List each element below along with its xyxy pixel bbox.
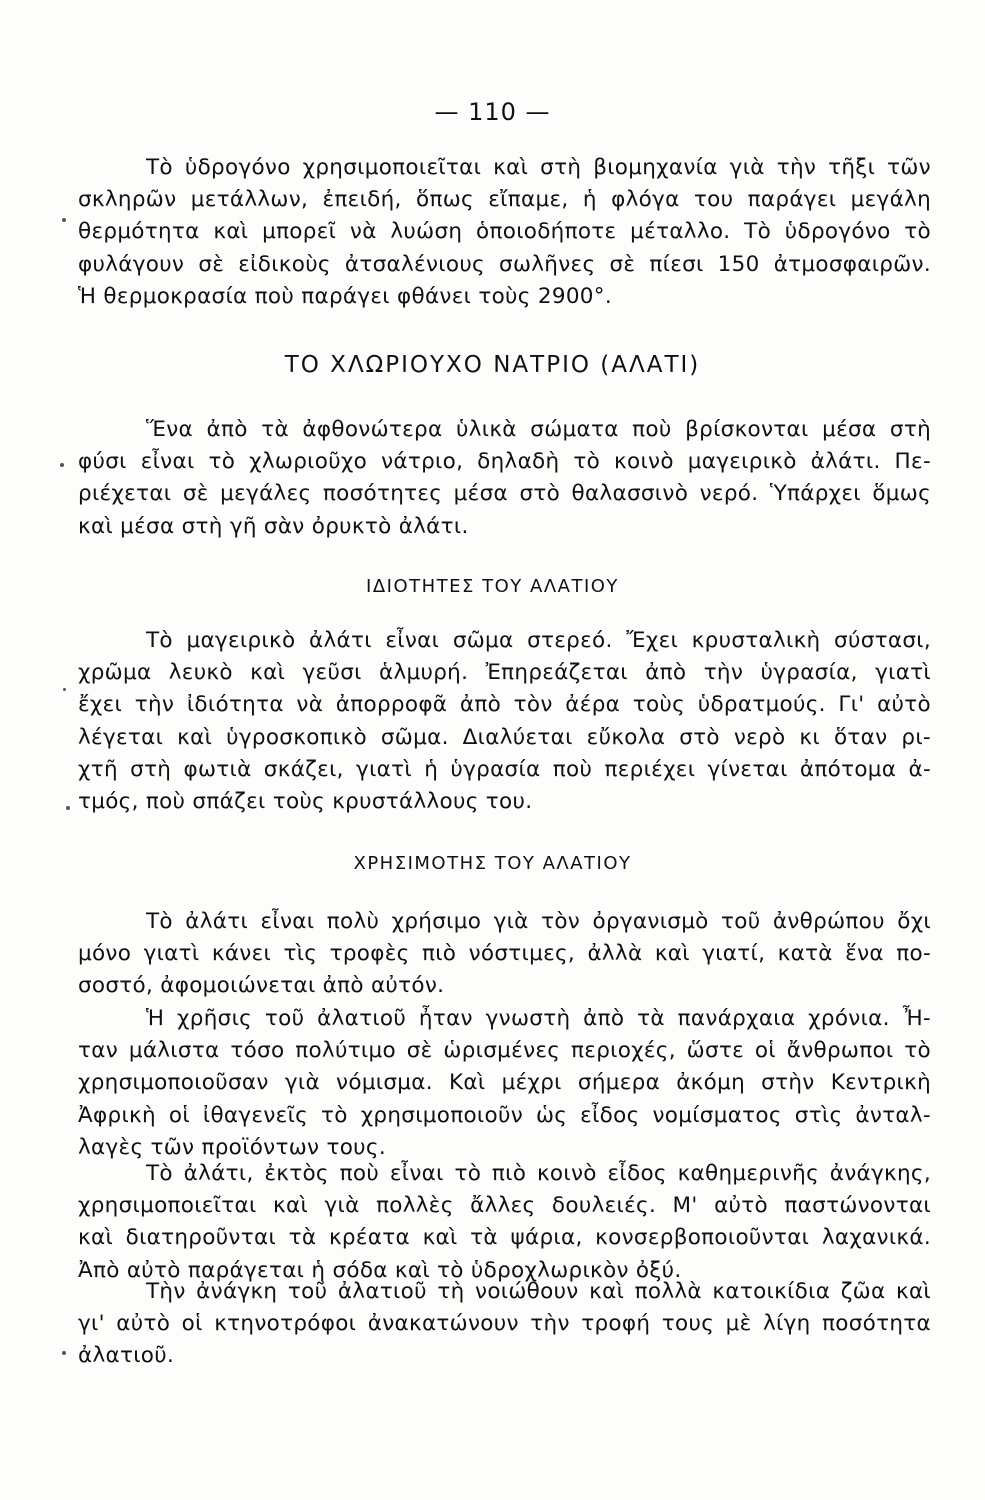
text-line: Ἕνα ἀπὸ τὰ ἀφθονώτερα ὑλικὰ σώματα ποὺ βρίσκονται μέσα στὴ <box>146 417 931 442</box>
print-speck <box>66 806 70 810</box>
text-line: σοστό, ἀφομοιώνεται ἀπὸ αὐτόν. <box>78 973 445 999</box>
section-heading-sodium-chloride: ΤΟ ΧΛΩΡΙΟΥΧΟ ΝΑΤΡΙΟ (ΑΛΑΤΙ) <box>284 352 701 378</box>
text-line: τμός, ποὺ σπάζει τοὺς κρυστάλλους του. <box>78 788 533 814</box>
print-speck <box>60 463 64 467</box>
text-line: φυλάγουν σὲ εἰδικοὺς ἀτσαλένιους σωλῆνες σὲ πίεσι 150 ἀτμοσφαιρῶν. <box>78 251 931 277</box>
text-line: λέγεται καὶ ὑγροσκοπικὸ σῶμα. Διαλύεται εὔκολα στὸ νερὸ κι ὅταν ρι- <box>78 724 931 750</box>
text-line: μόνο γιατὶ κάνει τὶς τροφὲς πιὸ νόστιμες, ἀλλὰ καὶ γιατί, κατὰ ἕνα πο- <box>78 941 931 967</box>
text-line: χτῆ στὴ φωτιὰ σκάζει, γιατὶ ἡ ὑγρασία ποὺ περιέχει γίνεται ἀπότομα ἀ- <box>78 756 931 782</box>
text-line: Τὸ ὑδρογόνο χρησιμοποιεῖται καὶ στὴ βιομηχανία γιὰ τὴν τῆξι τῶν <box>146 155 931 180</box>
text-line: ριέχεται σὲ μεγάλες ποσότητες μέσα στὸ θαλασσινὸ νερό. Ὑπάρχει ὅμως <box>78 481 931 507</box>
print-speck <box>62 1351 66 1355</box>
print-speck <box>63 688 66 691</box>
text-line: θερμότητα καὶ μπορεῖ νὰ λυώση ὁποιοδήποτε μέταλλο. Τὸ ὑδρογόνο τὸ <box>78 219 931 245</box>
text-line: χρησιμοποιεῖται καὶ γιὰ πολλὲς ἄλλες δουλειές. Μ' αὐτὸ παστώνονται <box>78 1193 931 1219</box>
text-line: Ἡ θερμοκρασία ποὺ παράγει φθάνει τοὺς 2900°. <box>78 283 612 309</box>
text-line: Τὸ ἀλάτι, ἐκτὸς ποὺ εἶναι τὸ πιὸ κοινὸ εἶδος καθημερινῆς ἀνάγκης, <box>146 1161 931 1186</box>
text-line: Τὸ μαγειρικὸ ἀλάτι εἶναι σῶμα στερεό. Ἔχει κρυσταλικὴ σύστασι, <box>146 628 931 653</box>
text-line: Τὴν ἀνάγκη τοῦ ἀλατιοῦ τὴ νοιώθουν καὶ πολλὰ κατοικίδια ζῶα καὶ <box>146 1279 931 1304</box>
section3-paragraph-1 <box>78 906 931 1003</box>
text-line: ἀλατιοῦ. <box>78 1343 175 1369</box>
text-line: χρησιμοποιοῦσαν γιὰ νόμισμα. Καὶ μέχρι σήμερα ἀκόμη στὴν Κεντρικὴ <box>78 1070 931 1096</box>
section3-paragraph-3 <box>78 1158 931 1287</box>
section1-paragraph <box>78 414 931 543</box>
section-heading-usefulness: ΧΡΗΣΙΜΟΤΗΣ ΤΟΥ ΑΛΑΤΙΟΥ <box>353 853 632 874</box>
section3-paragraph-4 <box>78 1276 931 1373</box>
text-line: Ἀπὸ αὐτὸ παράγεται ἡ σόδα καὶ τὸ ὑδροχλωρικὸν ὀξύ. <box>78 1257 682 1283</box>
text-line: Ἡ χρῆσις τοῦ ἀλατιοῦ ἦταν γνωστὴ ἀπὸ τὰ πανάρχαια χρόνια. Ἦ- <box>146 1006 931 1031</box>
text-line: σκληρῶν μετάλλων, ἐπειδή, ὅπως εἴπαμε, ἡ φλόγα του παράγει μεγάλη <box>78 187 931 213</box>
text-line: γι' αὐτὸ οἱ κτηνοτρόφοι ἀνακατώνουν τὴν τροφή τους μὲ λίγη ποσότητα <box>78 1311 931 1337</box>
print-speck <box>62 218 66 222</box>
text-line: ταν μάλιστα τόσο πολύτιμο σὲ ὡρισμένες περιοχές, ὥστε οἱ ἄνθρωποι τὸ <box>78 1038 931 1064</box>
text-line: Ἀφρικὴ οἱ ἰθαγενεῖς τὸ χρησιμοποιοῦν ὡς εἶδος νομίσματος στὶς ἀνταλ- <box>78 1102 931 1128</box>
intro-paragraph <box>78 152 931 313</box>
section3-paragraph-2 <box>78 1003 931 1164</box>
text-line: Τὸ ἀλάτι εἶναι πολὺ χρήσιμο γιὰ τὸν ὀργανισμὸ τοῦ ἀνθρώπου ὄχι <box>146 909 931 934</box>
page-number: — 110 — <box>434 98 551 126</box>
text-line: φύσι εἶναι τὸ χλωριοῦχο νάτριο, δηλαδὴ τὸ κοινὸ μαγειρικὸ ἀλάτι. Πε- <box>78 449 931 475</box>
text-line: καὶ διατηροῦνται τὰ κρέατα καὶ τὰ ψάρια, κονσερβοποιοῦνται λαχανικά. <box>78 1225 931 1251</box>
section-heading-properties: ΙΔΙΟΤΗΤΕΣ ΤΟΥ ΑΛΑΤΙΟΥ <box>366 576 619 597</box>
text-line: καὶ μέσα στὴ γῆ σὰν ὀρυκτὸ ἀλάτι. <box>78 513 469 539</box>
section2-paragraph <box>78 625 931 818</box>
text-line: χρῶμα λευκὸ καὶ γεῦσι ἁλμυρή. Ἐπηρεάζεται ἀπὸ τὴν ὑγρασία, γιατὶ <box>78 660 931 686</box>
text-line: ἔχει τὴν ἰδιότητα νὰ ἀπορροφᾶ ἀπὸ τὸν ἀέρα τοὺς ὑδρατμούς. Γι' αὐτὸ <box>78 692 931 718</box>
text-line: λαγὲς τῶν προϊόντων τους. <box>78 1134 386 1160</box>
